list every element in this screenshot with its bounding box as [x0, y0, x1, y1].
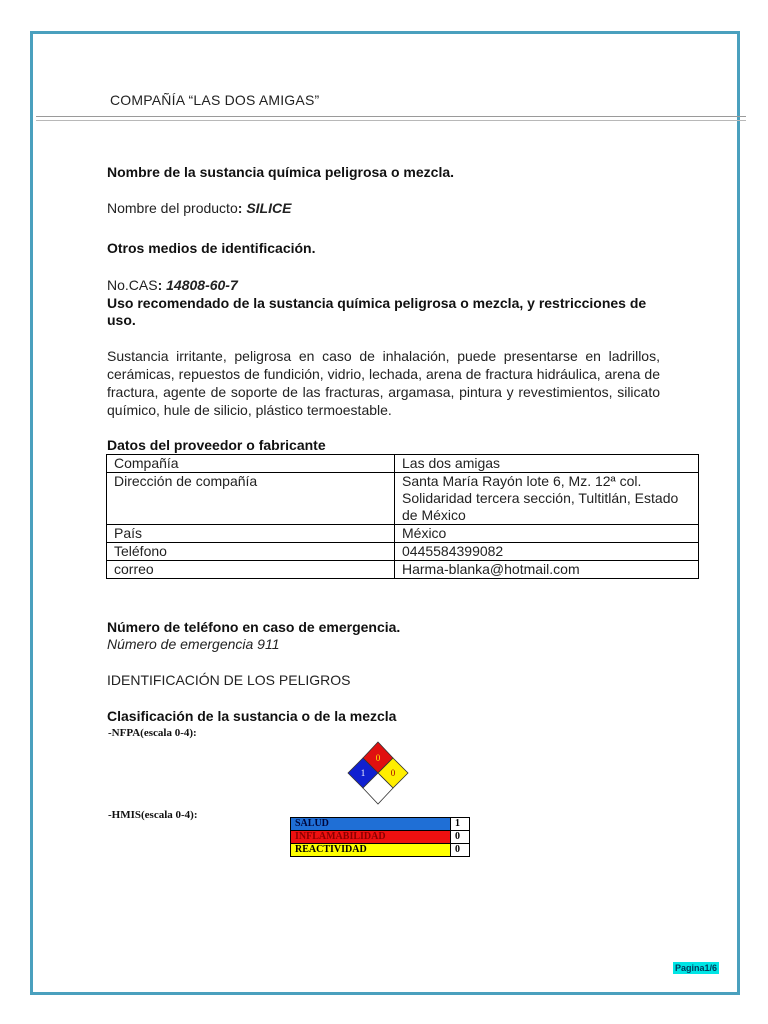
product-name-line: [107, 200, 291, 217]
header-divider-secondary: [36, 120, 746, 121]
emergency-heading: Número de teléfono en caso de emergencia.: [107, 619, 401, 635]
table-row: [107, 455, 699, 473]
cas-value: 14808-60-7: [166, 277, 238, 293]
hmis-row-value: 0: [451, 844, 470, 857]
header-divider: [36, 116, 746, 117]
emergency-number: Número de emergencia 911: [107, 636, 280, 652]
cas-line: [107, 277, 238, 294]
table-row: [107, 525, 699, 543]
cas-label: No.CAS: [107, 277, 158, 293]
table-cell-key: correo: [107, 561, 395, 579]
hmis-table: [290, 817, 470, 857]
hmis-row-label: REACTIVIDAD: [291, 844, 451, 857]
other-id-heading: Otros medios de identificación.: [107, 240, 316, 256]
hmis-row-label: INFLAMABILIDAD: [291, 831, 451, 844]
hmis-label: -HMIS(escala 0-4):: [108, 809, 198, 821]
table-cell-value: Las dos amigas: [395, 455, 699, 473]
hazards-heading: IDENTIFICACIÓN DE LOS PELIGROS: [107, 672, 351, 688]
page-number: Pagina1/6: [675, 963, 718, 973]
table-cell-key: Dirección de compañía: [107, 473, 395, 525]
table-cell-key: Teléfono: [107, 543, 395, 561]
hmis-row-health: [291, 818, 470, 831]
nfpa-reactivity-value: 0: [390, 768, 396, 778]
table-cell-value: México: [395, 525, 699, 543]
table-row: [107, 543, 699, 561]
hmis-row-label: SALUD: [291, 818, 451, 831]
table-cell-value: 0445584399082: [395, 543, 699, 561]
recommended-use-heading: Uso recomendado de la sustancia química peligrosa o mezcla, y restricciones de uso.: [107, 295, 647, 328]
cas-colon: :: [157, 277, 167, 293]
supplier-heading: Datos del proveedor o fabricante: [107, 437, 326, 453]
supplier-table: [106, 454, 699, 579]
company-header: COMPAÑÍA “LAS DOS AMIGAS”: [110, 92, 320, 108]
nfpa-label: -NFPA(escala 0-4):: [108, 727, 197, 739]
product-label: Nombre del producto: [107, 200, 238, 216]
table-cell-value: Santa María Rayón lote 6, Mz. 12ª col. Solidaridad tercera sección, Tultitlán, Estado de México: [395, 473, 699, 525]
table-cell-value: Harma-blanka@hotmail.com: [395, 561, 699, 579]
classification-heading: Clasificación de la sustancia o de la mezcla: [107, 708, 397, 724]
substance-name-heading: Nombre de la sustancia química peligrosa o mezcla.: [107, 164, 455, 180]
hmis-row-flammability: [291, 831, 470, 844]
table-row: [107, 561, 699, 579]
nfpa-health-value: 1: [360, 768, 366, 778]
recommended-use-text: Sustancia irritante, peligrosa en caso de inhalación, puede presentarse en ladrillos, cerámicas, repuestos de fundición, vidrio, lechada, arena de fractura hidráulica, arena de fractura, agente de soporte de las fracturas, argamasa, pintura y revestimientos, silicato químico, hule de silicio, plástico termoestable.: [107, 348, 660, 418]
nfpa-flammability-value: 0: [375, 753, 381, 763]
hmis-row-value: 1: [451, 818, 470, 831]
nfpa-diamond: [347, 741, 409, 805]
table-cell-key: País: [107, 525, 395, 543]
table-cell-key: Compañía: [107, 455, 395, 473]
product-colon: :: [237, 200, 247, 216]
product-value: SILICE: [246, 200, 292, 216]
table-row: [107, 473, 699, 525]
hmis-row-value: 0: [451, 831, 470, 844]
hmis-row-reactivity: [291, 844, 470, 857]
